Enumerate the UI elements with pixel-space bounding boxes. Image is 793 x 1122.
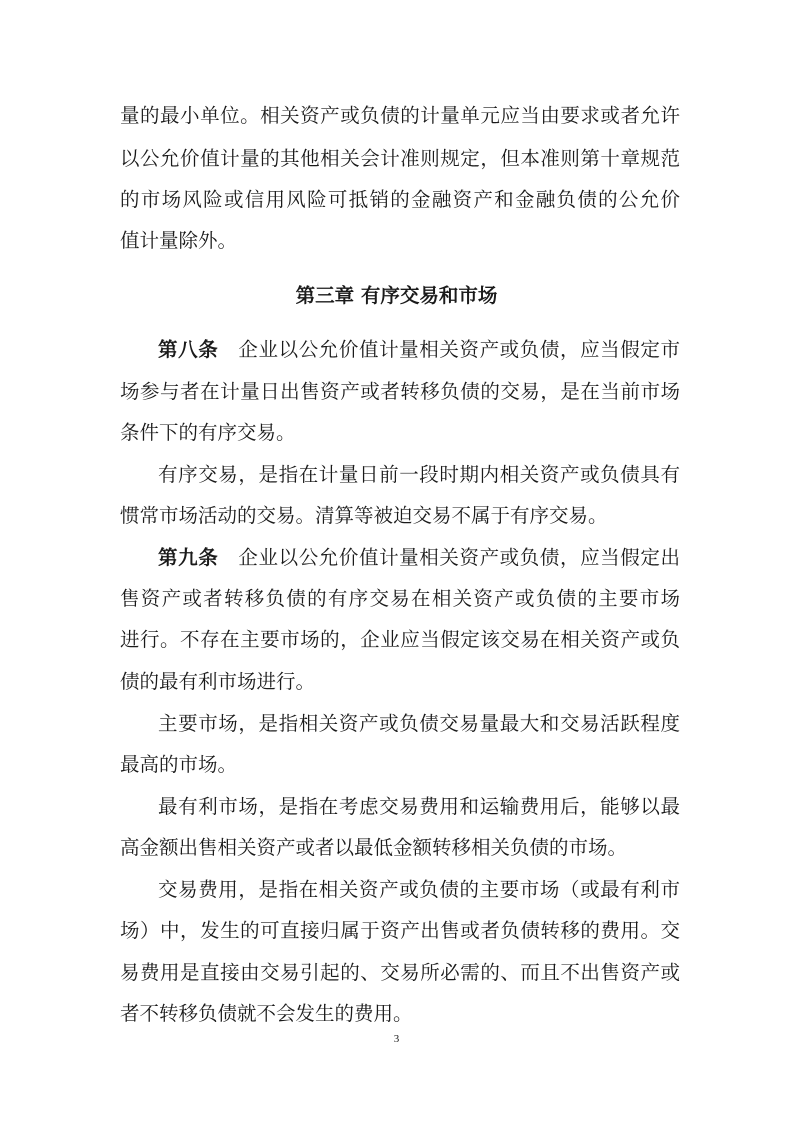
- text-line: 交易费用，是指在相关资产或负债的主要市场（或最有利市: [158, 878, 680, 901]
- article-8-line-1: [158, 338, 680, 362]
- article-8-label: 第八条: [158, 338, 219, 361]
- text-line: 售资产或者转移负债的有序交易在相关资产或负债的主要市场: [120, 587, 680, 610]
- article-9-line-1: [158, 546, 680, 570]
- text-line: 的市场风险或信用风险可抵销的金融资产和金融负债的公允价: [120, 188, 680, 211]
- text-line: 有序交易，是指在计量日前一段时期内相关资产或负债具有: [158, 463, 680, 486]
- text-line: 者不转移负债就不会发生的费用。: [120, 1002, 413, 1025]
- text-line: 值计量除外。: [120, 229, 238, 252]
- text-line: 易费用是直接由交易引起的、交易所必需的、而且不出售资产或: [120, 961, 680, 984]
- text-line: 条件下的有序交易。: [120, 421, 296, 444]
- text-line: 高金额出售相关资产或者以最低金额转移相关负债的市场。: [120, 836, 628, 859]
- text-line: 惯常市场活动的交易。清算等被迫交易不属于有序交易。: [120, 504, 608, 527]
- text-line: 进行。不存在主要市场的，企业应当假定该交易在相关资产或负: [120, 628, 680, 651]
- text-line: 场）中，发生的可直接归属于资产出售或者负债转移的费用。交: [120, 919, 680, 942]
- text-line: 量的最小单位。相关资产或负债的计量单元应当由要求或者允许: [120, 104, 680, 127]
- text-line: 最高的市场。: [120, 753, 238, 776]
- article-9-label: 第九条: [158, 546, 219, 569]
- text-line: 主要市场，是指相关资产或负债交易量最大和交易活跃程度: [158, 712, 680, 735]
- page-number: 3: [393, 1033, 400, 1045]
- text-line: 最有利市场，是指在考虑交易费用和运输费用后，能够以最: [158, 795, 680, 818]
- text-line: 债的最有利市场进行。: [120, 670, 316, 693]
- chapter-heading: 第三章 有序交易和市场: [295, 284, 498, 307]
- text-line: 以公允价值计量的其他相关会计准则规定，但本准则第十章规范: [120, 147, 680, 170]
- text-line: 场参与者在计量日出售资产或者转移负债的交易，是在当前市场: [120, 380, 680, 403]
- article-9-text: 企业以公允价值计量相关资产或负债，应当假定出: [237, 546, 680, 569]
- article-8-text: 企业以公允价值计量相关资产或负债，应当假定市: [237, 338, 680, 361]
